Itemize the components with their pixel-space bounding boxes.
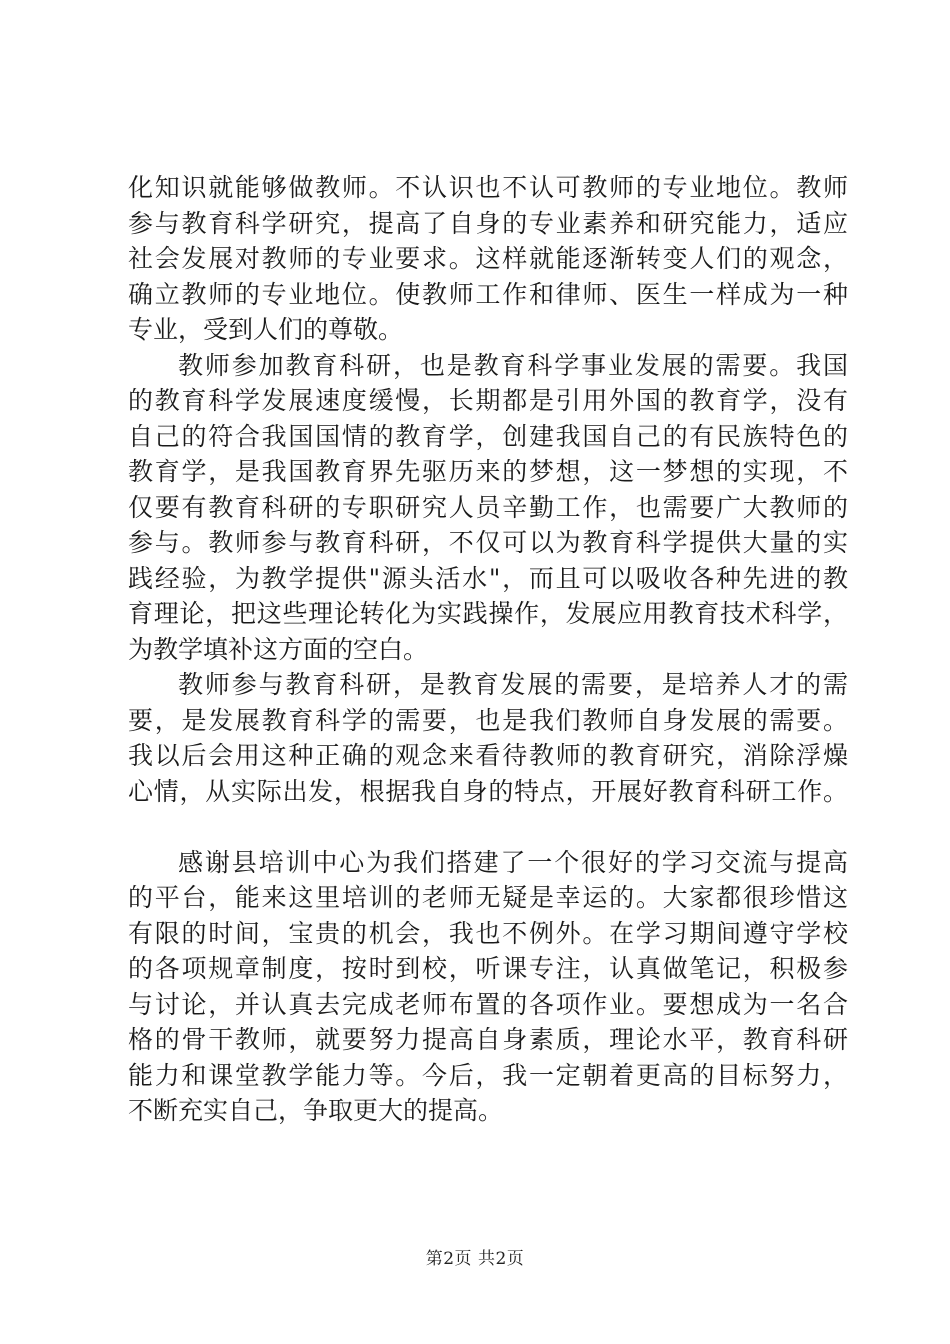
text-line: 格的骨干教师，就要努力提高自身素质，理论水平，教育科研: [128, 1025, 848, 1054]
text-line: 践经验，为教学提供"源头活水"，而且可以吸收各种先进的教: [128, 563, 848, 593]
text-line: 能力和课堂教学能力等。今后，我一定朝着更高的目标努力，: [128, 1060, 848, 1090]
document-body: [128, 170, 848, 1129]
text-line: 专业，受到人们的尊敬。: [128, 315, 404, 344]
text-line: 不断充实自己，争取更大的提高。: [128, 1096, 504, 1125]
text-line: 的教育科学发展速度缓慢，长期都是引用外国的教育学，没有: [128, 386, 848, 415]
text-line: 要，是发展教育科学的需要，也是我们教师自身发展的需要。: [128, 705, 848, 735]
text-line: 教师参与教育科研，是教育发展的需要，是培养人才的需: [178, 670, 848, 699]
text-line: 教师参加教育科研，也是教育科学事业发展的需要。我国: [178, 350, 848, 380]
page-number-footer: 第2页 共2页: [425, 1249, 525, 1269]
text-line: 为教学填补这方面的空白。: [128, 634, 429, 664]
text-line: 参与教育科学研究，提高了自身的专业素养和研究能力，适应: [128, 208, 848, 238]
text-line: 我以后会用这种正确的观念来看待教师的教育研究，消除浮燥: [128, 741, 848, 770]
text-line: 的各项规章制度，按时到校，听课专注，认真做笔记，积极参: [128, 954, 848, 983]
text-line: 与讨论，并认真去完成老师布置的各项作业。要想成为一名合: [128, 989, 848, 1019]
paragraph: [128, 667, 848, 809]
text-line: 心情，从实际出发，根据我自身的特点，开展好教育科研工作。: [128, 776, 848, 806]
text-line: 确立教师的专业地位。使教师工作和律师、医生一样成为一种: [128, 279, 848, 309]
paragraph-gap: [128, 809, 848, 845]
text-line: 化知识就能够做教师。不认识也不认可教师的专业地位。教师: [128, 173, 848, 202]
text-line: 自己的符合我国国情的教育学，创建我国自己的有民族特色的: [128, 421, 848, 451]
text-line: 仅要有教育科研的专职研究人员辛勤工作，也需要广大教师的: [128, 492, 848, 522]
text-line: 育理论，把这些理论转化为实践操作，发展应用教育技术科学，: [128, 599, 848, 628]
paragraph: [128, 170, 848, 348]
text-line: 的平台，能来这里培训的老师无疑是幸运的。大家都很珍惜这: [128, 883, 848, 912]
text-line: 参与。教师参与教育科研，不仅可以为教育科学提供大量的实: [128, 528, 848, 557]
text-line: 有限的时间，宝贵的机会，我也不例外。在学习期间遵守学校: [128, 918, 848, 948]
text-line: 教育学，是我国教育界先驱历来的梦想，这一梦想的实现，不: [128, 457, 848, 486]
paragraph: [128, 348, 848, 668]
text-line: 社会发展对教师的专业要求。这样就能逐渐转变人们的观念，: [128, 244, 848, 273]
text-line: 感谢县培训中心为我们搭建了一个很好的学习交流与提高: [178, 847, 848, 877]
paragraph: [128, 845, 848, 1129]
